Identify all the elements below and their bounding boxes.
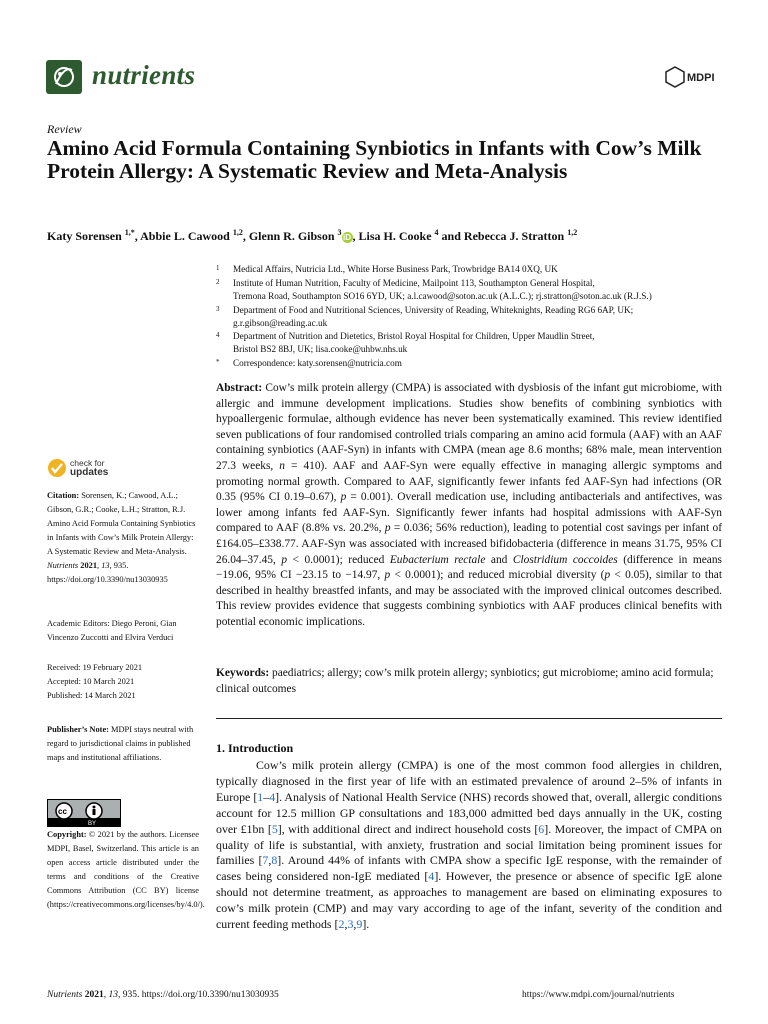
introduction-text: Cow’s milk protein allergy (CMPA) is one of the most common food allergies in children, typically diagnosed in the first year of life with an estimated prevalence of around 2–5% of infants in Europe [1–4]. Analysis of National Health Service (NHS) records showed that, overall, allergic conditions account for 12.5 million GP consultations and 183,000 admitted bed days annually in the UK, costing over £1bn [5], with additional direct and indirect household costs [6]. Moreover, the impact of CMPA on quality of life is substantial, with anxiety, frustration and social limitation being prominent issues for families [7,8]. Around 44% of infants with CMPA show a specific IgE response, with the remainder of cases being considered non-IgE mediated [4]. However, the presence or absence of specific IgE alone should not determine treatment, as approaches to management are based on eliminating exposures to cow’s milk protein (CMP) and may vary according to age of the infant, severity of the condition and current feeding methods [2,3,9]. (216, 758, 722, 932)
footer-citation: Nutrients 2021, 13, 935. https://doi.org/10.3390/nu13030935 (47, 990, 279, 1000)
author-name: Abbie L. Cawood (140, 229, 230, 243)
journal-name: nutrients (92, 60, 196, 90)
publisher-name: MDPI (687, 72, 715, 84)
affiliation: 3 Department of Food and Nutritional Sciences, University of Reading, Whiteknights, Reading RG6 6AP, UK; g.r.gibson@reading.ac.uk (216, 305, 634, 328)
svg-text:cc: cc (58, 807, 67, 816)
mdpi-logo[interactable] (665, 66, 721, 93)
citation-link[interactable]: 4 (428, 869, 435, 884)
svg-text:BY: BY (88, 821, 97, 826)
article-type: Review (47, 122, 82, 136)
article-title: Amino Acid Formula Containing Synbiotics in Infants with Cow’s Milk Protein Allergy: A Systematic Review and Meta-Analysis (47, 136, 702, 183)
citation-link[interactable]: 1 (257, 789, 264, 804)
orcid-icon[interactable]: iD (343, 232, 352, 242)
author-name: Lisa H. Cooke (358, 229, 432, 243)
citation: Citation: Sorensen, K.; Cawood, A.L.; Gibson, G.R.; Cooke, L.H.; Stratton, R.J. Amino Acid Formula Containing Synbiotics in Infants with Cow’s Milk Protein Allergy: A Systematic Review and Meta-Analysis. Nutrients 2021, 13, 935. https://doi.org/10.3390/nu13030935 (47, 491, 196, 584)
affiliation: 1 Medical Affairs, Nutricia Ltd., White Horse Business Park, Trowbridge BA14 0XQ, UK (216, 264, 558, 274)
citation-link[interactable]: 7 (262, 853, 269, 868)
citation-link[interactable]: 3 (347, 917, 354, 932)
citation-link[interactable]: 8 (271, 853, 278, 868)
check-updates-icon (47, 457, 67, 479)
citation-link[interactable]: 5 (271, 821, 278, 836)
correspondence: * Correspondence: katy.sorensen@nutricia.com (216, 358, 402, 368)
citation-link[interactable]: 4 (269, 789, 276, 804)
section-divider (216, 718, 722, 719)
footer-journal-url[interactable]: https://www.mdpi.com/journal/nutrients (522, 990, 675, 1000)
received-date: Received: 19 February 2021 (47, 663, 143, 672)
citation-link[interactable]: 2 (338, 917, 345, 932)
affiliation: 4 Department of Nutrition and Dietetics, Bristol Royal Hospital for Children, Upper Maudlin Street, Bristol BS2 8BJ, UK; lisa.cooke@uhbw.nhs.uk (216, 331, 595, 354)
author-name: Glenn R. Gibson (248, 229, 335, 243)
copyright: Copyright: © 2021 by the authors. Licensee MDPI, Basel, Switzerland. This article is an open access article distributed under the terms and conditions of the Creative Commons Attribution (CC BY) license (https://creativecommons.org/licenses/by/4.0/). (47, 830, 205, 909)
accepted-date: Accepted: 10 March 2021 (47, 677, 135, 686)
citation-link[interactable]: 6 (538, 821, 545, 836)
cc-license-badge[interactable] (47, 799, 121, 827)
journal-logo-icon (46, 60, 82, 94)
section-heading: 1. Introduction (216, 741, 294, 755)
publisher-note: Publisher’s Note: MDPI stays neutral with regard to jurisdictional claims in published maps and institutional affiliations. (47, 725, 194, 762)
affiliation: 2 Institute of Human Nutrition, Faculty of Medicine, Mailpoint 113, Southampton General Hospital, Tremona Road, Southampton SO16 6YD, UK; a.l.cawood@soton.ac.uk (A.L.C.); rj.stratton@soton.ac.uk (R.J.S.) (216, 278, 652, 301)
check-updates-label[interactable]: check for updates (70, 458, 109, 478)
published-date: Published: 14 March 2021 (47, 691, 136, 700)
abstract: Abstract: Cow’s milk protein allergy (CMPA) is associated with dysbiosis of the infant gut microbiome, with allergic and immune development implications. Studies show benefits of combining synbiotics with hypoallergenic formulae, although evidence has never been systematically examined. This review identified seven publications of four randomised controlled trials comparing an amino acid formula (AAF) with an AAF containing synbiotics (AAF-Syn) in infants with CMPA (mean age 8.6 months; 68% male, mean intervention 27.3 weeks, n = 410). AAF and AAF-Syn were equally effective in managing allergic symptoms and promoting normal growth. Compared to AAF, significantly fewer infants fed AAF-Syn had infections (OR 0.35 (95% CI 0.19–0.67), p = 0.001). Overall medication use, including antibacterials and antifectives, was lower among infants fed AAF-Syn. Significantly fewer infants had hospital admissions with AAF-Syn compared to AAF (8.8% vs. 20.2%, p = 0.036; 56% reduction), leading to potential cost savings per infant of £164.05–£338.77. AAF-Syn was associated with increased bifidobacteria (difference in means 31.75, 95% CI 26.04–37.45, p < 0.0001); reduced Eubacterium rectale and Clostridium coccoides (difference in means −19.06, 95% CI −23.15 to −14.97, p < 0.0001); and reduced microbial diversity (p < 0.05), similar to that described in healthy breastfed infants, and may be associated with the improved clinical outcomes described. This review provides evidence that suggests combining synbiotics with AAF produces clinical benefits with potential economic implications. (216, 382, 723, 628)
citation-link[interactable]: 9 (356, 917, 363, 932)
academic-editors: Academic Editors: Diego Peroni, Gian Vincenzo Zuccotti and Elvira Verduci (47, 619, 177, 642)
keywords: Keywords: paediatrics; allergy; cow’s milk protein allergy; synbiotics; gut microbiome; amino acid formula; clinical outcomes (216, 667, 714, 695)
author-list: Katy Sorensen $^{1,*}$, Abbie L. Cawood $^{1,2}$, Glenn R. Gibson $^3$iD , Lisa H. Cooke $^4$ and Rebecca J. Stratton $^{1,2}$ (47, 228, 578, 243)
author-name: Katy Sorensen (47, 229, 122, 243)
author-name: Rebecca J. Stratton (463, 229, 565, 243)
